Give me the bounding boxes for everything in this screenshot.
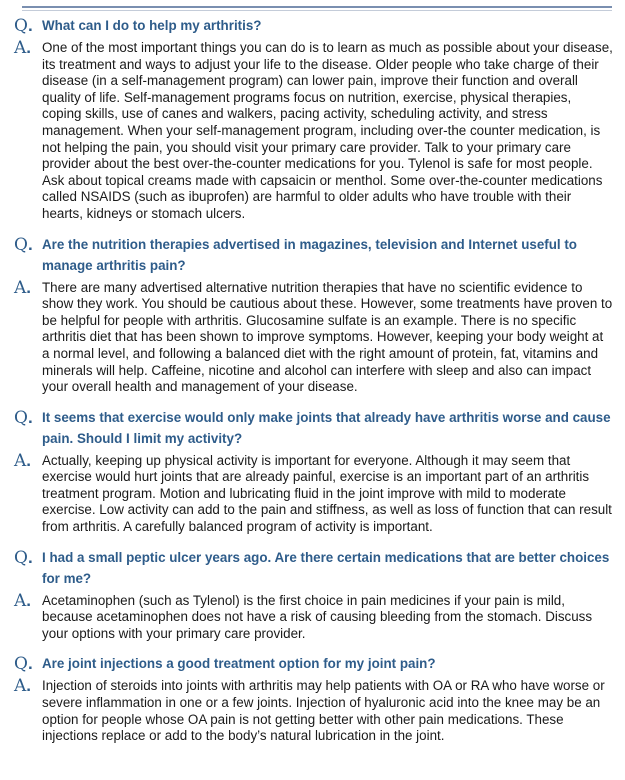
answer-marker: A.: [14, 676, 32, 697]
answer-marker: A.: [14, 590, 32, 611]
question-marker: Q.: [14, 16, 33, 36]
faq-item: [14, 236, 614, 396]
question-text: I had a small peptic ulcer years ago. Are there certain medications that are better choices for me?: [42, 549, 610, 586]
faq-item: [14, 655, 614, 744]
answer-marker: A.: [14, 38, 32, 58]
faq-item: [14, 549, 614, 643]
faq-list: [14, 17, 614, 758]
answer-text: Injection of steroids into joints with arthritis may help patients with OA or RA who have worse or severe inflammation in one or a few joints. Injection of hyaluronic acid into the knee may be an option for people whose OA pain is not getting better with other pain medications. These injections replace or add to the body’s natural lubrication in the joint.: [42, 678, 605, 744]
question-row: [14, 655, 614, 674]
answer-row: [14, 452, 614, 536]
question-row: [14, 17, 614, 36]
top-rule-thin: [22, 10, 612, 11]
answer-row: [14, 39, 614, 223]
question-row: [14, 236, 614, 276]
question-marker: Q.: [14, 654, 33, 675]
answer-marker: A.: [14, 450, 32, 471]
question-marker: Q.: [14, 407, 33, 428]
answer-text: One of the most important things you can do is to learn as much as possible about your disease, its treatment and ways to adjust your life to the disease. Older people who take charge of their disease (in a self-management program) can lower pain, improve their function and overall quality of life. Self-management programs focus on nutrition, exercise, physical therapies, coping skills, use of canes and walkers, pacing activity, scheduling activity, and stress management. When your self-management program, including over-the counter medication, is not helping the pain, you should visit your primary care provider. Talk to your primary care provider about the best over-the-counter medications for you. Tylenol is safe for most people. Ask about topical creams made with capsaicin or menthol. Some over-the-counter medications called NSAIDS (such as ibuprofen) are harmful to older adults who have trouble with their hearts, kidneys or stomach ulcers.: [42, 40, 613, 221]
faq-item: [14, 409, 614, 536]
question-marker: Q.: [14, 234, 33, 255]
question-text: What can I do to help my arthritis?: [42, 18, 262, 33]
answer-text: Actually, keeping up physical activity is important for everyone. Although it may seem that exercise would hurt joints that are already painful, exercise is an important part of an arthritis treatment program. Motion and lubricating fluid in the joint improve with mild to moderate exercise. Low activity can add to the pain and stiffness, as well as loss of function that can result from arthritis. A carefully balanced program of activity is important.: [42, 452, 612, 535]
answer-row: [14, 279, 614, 396]
top-rule: [22, 6, 612, 8]
answer-marker: A.: [14, 277, 32, 298]
answer-text: There are many advertised alternative nutrition therapies that have no scientific evidence to show they work. You should be cautious about these. However, some treatments have proven to be helpful for people with arthritis. Glucosamine sulfate is an example. There is no specific arthritis diet that has been shown to improve symptoms. However, keeping your body weight at a normal level, and following a balanced diet with the right amount of protein, fat, vitamins and minerals will help. Caffeine, nicotine and alcohol can interfere with sleep and also can impact your overall health and management of your disease.: [42, 279, 613, 395]
question-text: Are joint injections a good treatment option for my joint pain?: [42, 656, 436, 672]
question-text: Are the nutrition therapies advertised in magazines, television and Internet useful to manage arthritis pain?: [42, 236, 577, 273]
question-marker: Q.: [14, 547, 33, 568]
question-row: [14, 409, 614, 449]
answer-row: [14, 677, 614, 744]
question-row: [14, 549, 614, 589]
answer-row: [14, 592, 614, 643]
faq-item: [14, 17, 614, 223]
answer-text: Acetaminophen (such as Tylenol) is the first choice in pain medicines if your pain is mild, because acetaminophen does not have a risk of causing bleeding from the stomach. Discuss your options with your primary care provider.: [42, 592, 593, 641]
question-text: It seems that exercise would only make joints that already have arthritis worse and cause pain. Should I limit my activity?: [42, 409, 611, 446]
